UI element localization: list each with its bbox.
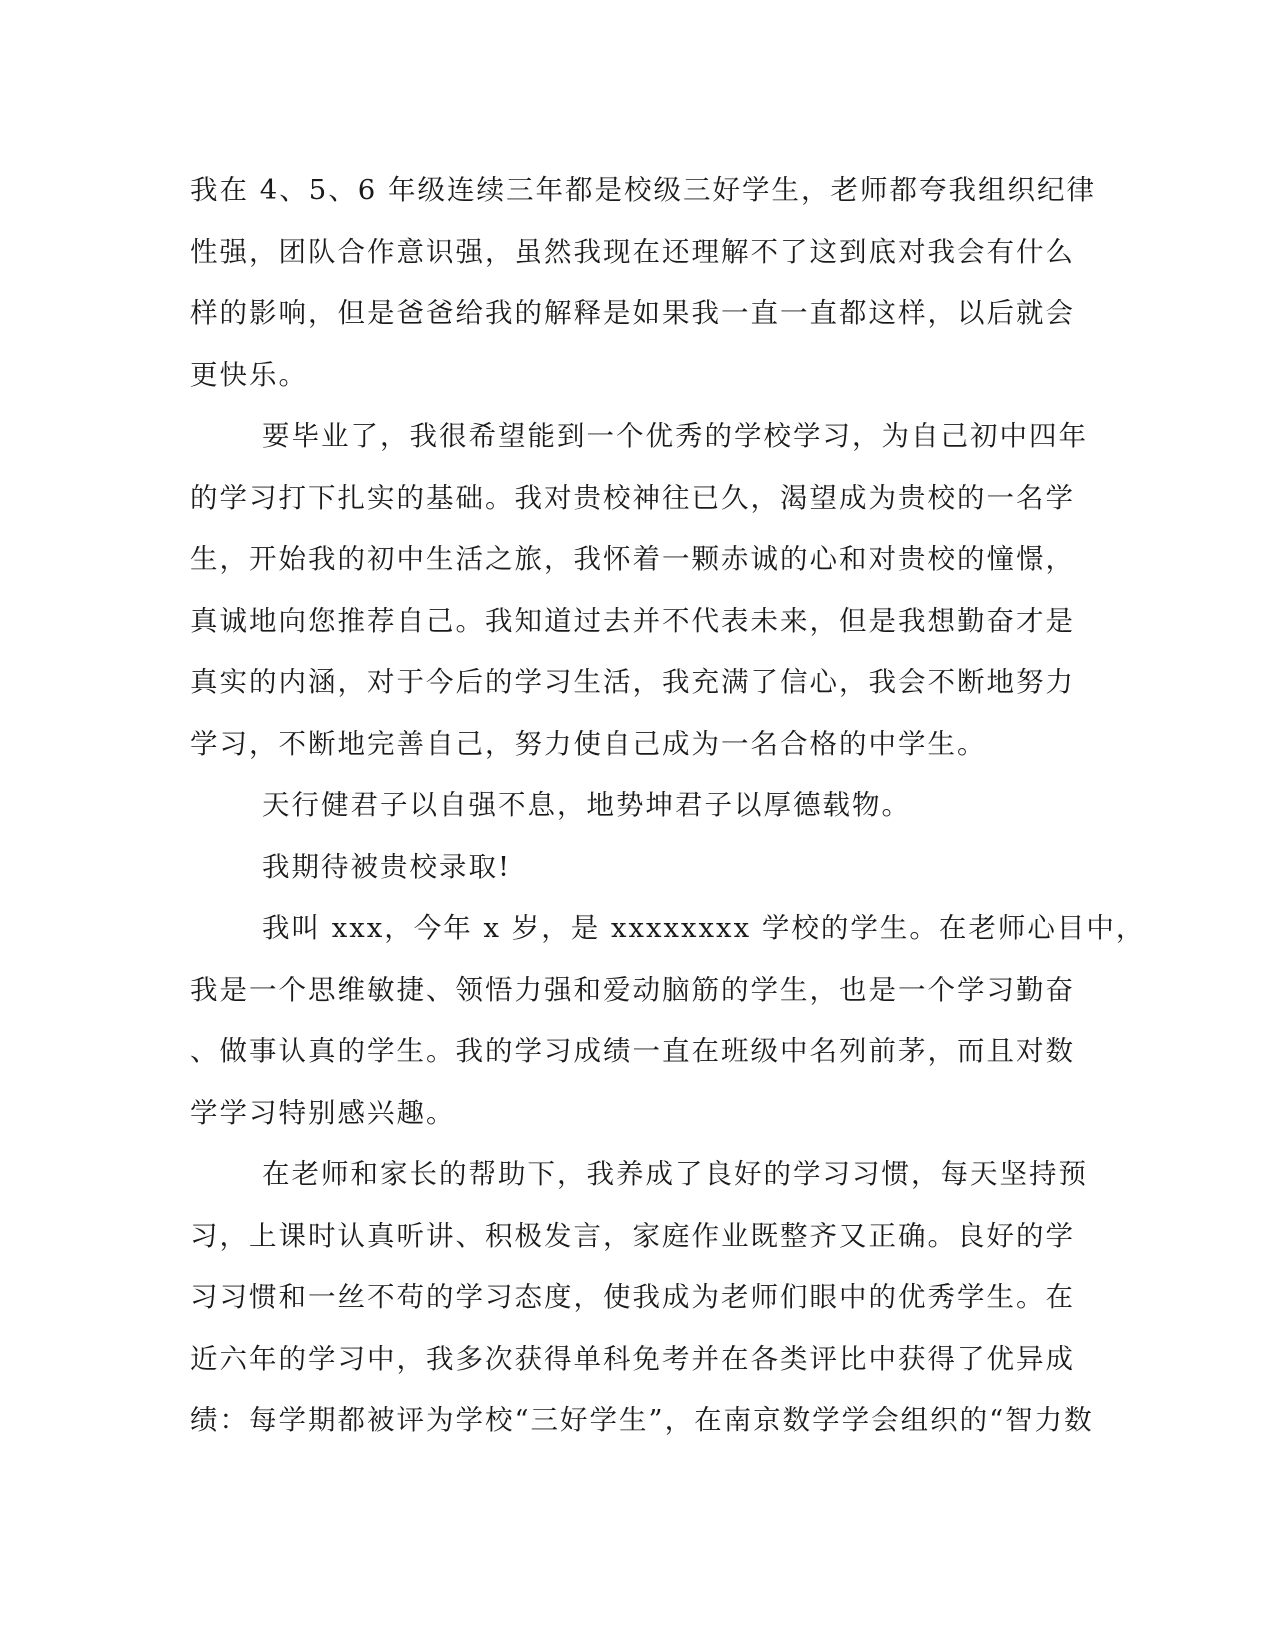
text-line: 学习，不断地完善自己，努力使自己成为一名合格的中学生。 [190,727,987,760]
paragraph-start-line: 我叫 xxx，今年 x 岁，是 xxxxxxxx 学校的学生。在老师心目中， [262,912,1146,944]
text-line: 更快乐。 [190,358,308,391]
text-line: 性强，团队合作意识强，虽然我现在还理解不了这到底对我会有什么 [190,235,1075,268]
paragraph-start-line: 要毕业了，我很希望能到一个优秀的学校学习，为自己初中四年 [262,420,1088,452]
text-line: 、做事认真的学生。我的学习成绩一直在班级中名列前茅，而且对数 [190,1035,1075,1067]
paragraph-start-line: 在老师和家长的帮助下，我养成了良好的学习习惯，每天坚持预 [262,1158,1088,1190]
text-line: 近六年的学习中，我多次获得单科免考并在各类评比中获得了优异成 [190,1342,1075,1375]
text-line: 的学习打下扎实的基础。我对贵校神往已久，渴望成为贵校的一名学 [190,481,1075,514]
text-line: 真实的内涵，对于今后的学习生活，我充满了信心，我会不断地努力 [190,666,1075,698]
text-line: 样的影响，但是爸爸给我的解释是如果我一直一直都这样，以后就会 [190,297,1075,329]
text-line: 习习惯和一丝不苟的学习态度，使我成为老师们眼中的优秀学生。在 [190,1281,1075,1313]
document-body [190,160,1146,1452]
text-line: 真诚地向您推荐自己。我知道过去并不代表未来，但是我想勤奋才是 [190,604,1075,637]
text-line: 学学习特别感兴趣。 [190,1096,456,1129]
paragraph-start-line: 我期待被贵校录取! [262,850,512,883]
text-line: 我在 4、5、6 年级连续三年都是校级三好学生，老师都夸我组织纪律 [190,174,1096,206]
text-line: 习，上课时认真听讲、积极发言，家庭作业既整齐又正确。良好的学 [190,1219,1075,1252]
text-line: 我是一个思维敏捷、领悟力强和爱动脑筋的学生，也是一个学习勤奋 [190,973,1075,1006]
paragraph-start-line: 天行健君子以自强不息，地势坤君子以厚德载物。 [262,789,911,821]
text-line: 生，开始我的初中生活之旅，我怀着一颗赤诚的心和对贵校的憧憬， [190,543,1075,575]
text-line: 绩：每学期都被评为学校“三好学生”，在南京数学学会组织的“智力数 [190,1404,1094,1436]
